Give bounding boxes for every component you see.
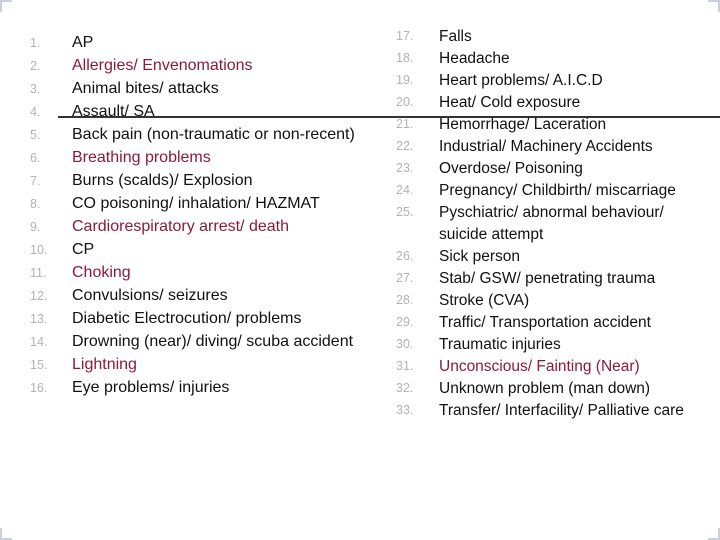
list-item-text: Headache — [439, 50, 510, 67]
list-item-number: 10. — [30, 243, 48, 257]
list-item-number: 25. — [396, 205, 414, 219]
list-item — [30, 262, 360, 284]
list-item — [30, 147, 360, 169]
list-item-text: Burns (scalds)/ Explosion — [72, 172, 253, 189]
list-item-text: Traffic/ Transportation accident — [439, 313, 651, 331]
list-item-number: 32. — [396, 380, 414, 395]
list-item-number: 16. — [30, 381, 48, 395]
list-item — [30, 377, 360, 399]
list-item-number: 14. — [30, 335, 48, 349]
frame-corner-top-right — [708, 0, 720, 12]
list-item-number: 26. — [396, 248, 414, 263]
list-item — [396, 312, 706, 334]
list-item-number: 11. — [30, 266, 47, 280]
list-item — [30, 285, 360, 307]
frame-corner-bottom-left — [0, 528, 12, 540]
list-item-number: 17. — [396, 29, 414, 43]
list-item-number: 5. — [30, 128, 41, 142]
list-item — [30, 216, 360, 238]
list-item-text: Sick person — [439, 247, 520, 265]
list-item — [30, 170, 360, 192]
list-item-number: 33. — [396, 402, 414, 417]
list-item-text: AP — [72, 34, 94, 51]
list-item-number: 22. — [396, 139, 414, 153]
list-item — [396, 92, 706, 114]
list-item — [396, 268, 706, 290]
list-item-text: Drowning (near)/ diving/ scuba accident — [72, 333, 354, 350]
list-item-number: 9. — [30, 220, 41, 234]
frame-corner-bottom-right — [708, 528, 720, 540]
list-item — [396, 378, 706, 400]
list-item — [30, 308, 360, 330]
left-problem-list — [30, 32, 360, 400]
list-item — [30, 55, 360, 77]
list-item — [396, 246, 706, 268]
list-item-text: Stroke (CVA) — [439, 291, 530, 309]
list-item — [396, 400, 706, 422]
list-item-text: Unconscious/ Fainting (Near) — [439, 357, 640, 375]
list-item-text: CP — [72, 241, 95, 258]
list-item-text: Heart problems/ A.I.C.D — [439, 72, 603, 89]
list-item — [30, 239, 360, 261]
list-item-text: Eye problems/ injuries — [72, 379, 230, 396]
list-item-number: 7. — [30, 174, 41, 188]
list-item — [396, 70, 706, 92]
list-item-text: Convulsions/ seizures — [72, 287, 228, 304]
list-item-number: 19. — [396, 73, 414, 87]
list-item-number: 8. — [30, 197, 41, 211]
list-item-number: 15. — [30, 358, 48, 372]
list-item — [396, 202, 706, 245]
list-item-text: Allergies/ Envenomations — [72, 57, 253, 74]
list-item-number: 18. — [396, 51, 414, 65]
list-item-text: Unknown problem (man down) — [439, 379, 651, 397]
list-item-number: 2. — [30, 59, 41, 73]
list-item-number: 21. — [396, 117, 414, 131]
list-item-number: 6. — [30, 151, 41, 165]
list-item-text: Transfer/ Interfacility/ Palliative care — [439, 401, 684, 419]
list-item-text: Overdose/ Poisoning — [439, 160, 583, 177]
list-item-text: Cardiorespiratory arrest/ death — [72, 218, 289, 235]
list-item-text: Falls — [439, 28, 472, 45]
list-item — [30, 124, 360, 146]
list-item-number: 29. — [396, 314, 414, 329]
list-item — [30, 354, 360, 376]
list-item — [396, 334, 706, 356]
list-item-text: Pregnancy/ Childbirth/ miscarriage — [439, 182, 676, 199]
list-item-number: 3. — [30, 82, 41, 96]
list-item-number: 13. — [30, 312, 48, 326]
list-item — [396, 136, 706, 158]
list-item-number: 23. — [396, 161, 414, 175]
list-item-number: 27. — [396, 270, 414, 285]
list-item-text: Stab/ GSW/ penetrating trauma — [439, 269, 656, 287]
list-item — [30, 193, 360, 215]
list-item-text: Animal bites/ attacks — [72, 80, 219, 97]
list-item — [396, 48, 706, 70]
list-item-text: Hemorrhage/ Laceration — [439, 116, 607, 133]
list-item-text: CO poisoning/ inhalation/ HAZMAT — [72, 195, 320, 212]
list-item-number: 24. — [396, 183, 414, 197]
frame-corner-top-left — [0, 0, 12, 12]
list-item-number: 20. — [396, 95, 414, 109]
list-item — [30, 331, 360, 353]
list-item — [396, 114, 706, 136]
list-item-text: Breathing problems — [72, 149, 211, 166]
list-item-text: Lightning — [72, 356, 137, 373]
list-item-text: Heat/ Cold exposure — [439, 94, 581, 111]
list-item-text: Traumatic injuries — [439, 335, 561, 353]
list-item — [396, 180, 706, 202]
list-item-text: Back pain (non-traumatic or non-recent) — [72, 126, 355, 143]
list-item — [396, 290, 706, 312]
list-item-number: 30. — [396, 336, 414, 351]
list-item — [30, 78, 360, 100]
right-problem-list — [396, 26, 706, 422]
list-item-text: Pyschiatric/ abnormal behaviour/ suicide attempt — [439, 204, 664, 243]
list-item-text: Choking — [72, 264, 131, 281]
list-item-text: Industrial/ Machinery Accidents — [439, 138, 653, 155]
list-item-text: Diabetic Electrocution/ problems — [72, 310, 302, 327]
list-item-number: 4. — [30, 105, 41, 119]
list-item — [396, 158, 706, 180]
list-item — [30, 32, 360, 54]
list-item-number: 12. — [30, 289, 48, 303]
list-item — [30, 101, 360, 123]
list-item — [396, 26, 706, 48]
list-item-number: 31. — [396, 358, 414, 373]
list-item — [396, 356, 706, 378]
list-item-number: 1. — [30, 36, 41, 50]
list-item-number: 28. — [396, 292, 414, 307]
list-item-text: Assault/ SA — [72, 103, 155, 120]
